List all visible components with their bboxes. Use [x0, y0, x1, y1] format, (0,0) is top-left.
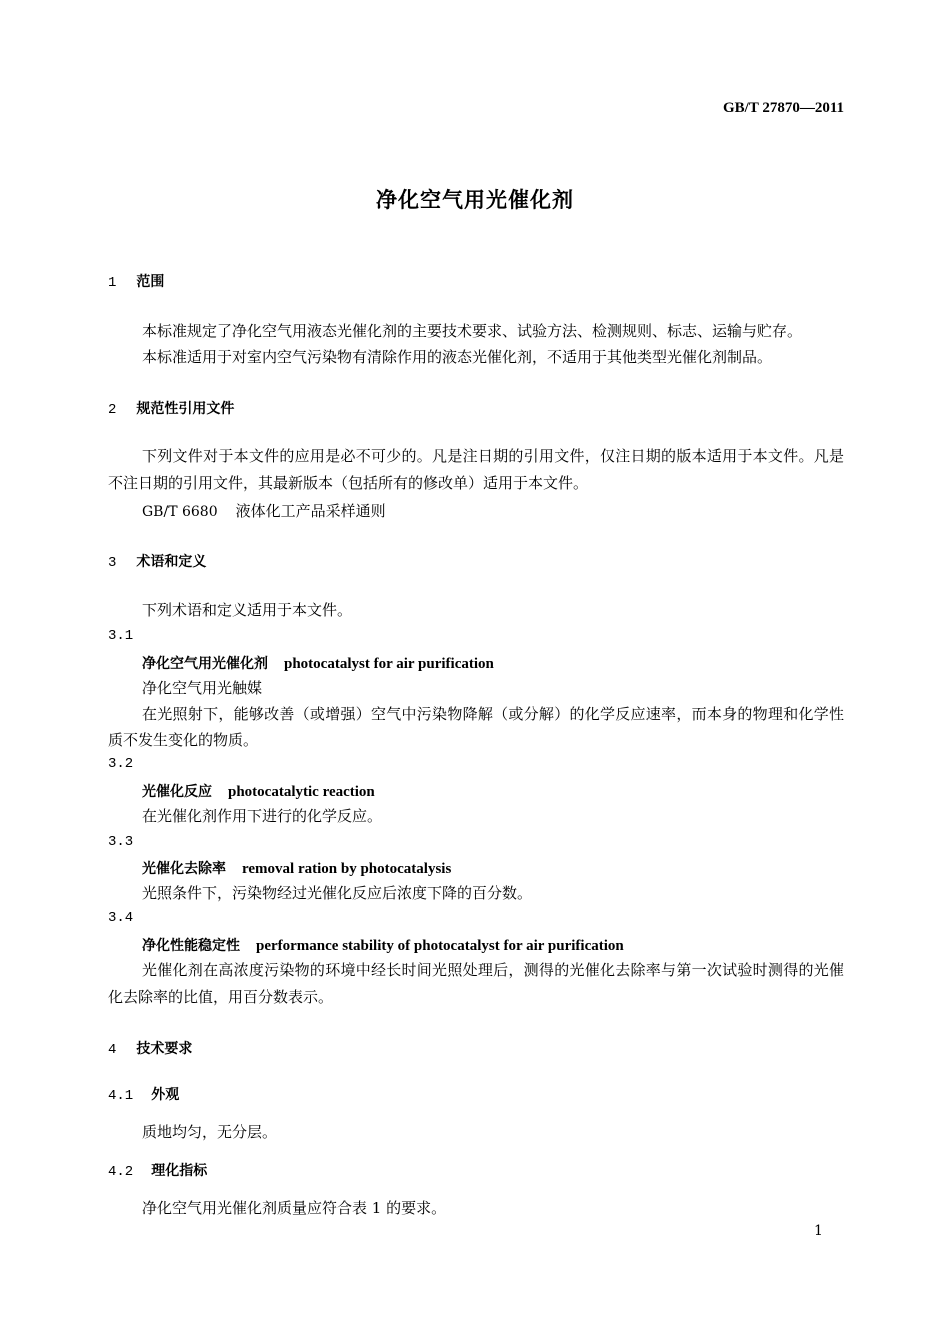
section-3-intro: 下列术语和定义适用于本文件。 [142, 601, 353, 619]
subsection-4-1-text: 质地均匀，无分层。 [142, 1123, 278, 1141]
term-definition: 在光照射下，能够改善（或增强）空气中污染物降解（或分解）的化学反应速率，而本身的物理和化学性质不发生变化的物质。 [108, 705, 844, 749]
term-3-4 [142, 935, 624, 955]
section-3-heading [108, 551, 206, 571]
term-en: performance stability of photocatalyst for air purification [256, 938, 624, 954]
section-2-heading [108, 398, 234, 418]
section-1-paragraph-1: 本标准规定了净化空气用液态光催化剂的主要技术要求、试验方法、检测规则、标志、运输与贮存。 [142, 322, 803, 340]
subsection-4-2-text: 净化空气用光催化剂质量应符合表 1 的要求。 [142, 1199, 447, 1217]
term-number: 3.4 [108, 910, 134, 926]
normative-reference [142, 496, 386, 526]
term-zh: 光催化去除率 [142, 861, 226, 877]
term-number: 3.1 [108, 628, 134, 644]
reference-code: GB/T 6680 [142, 504, 218, 520]
term-zh: 光催化反应 [142, 784, 212, 800]
section-title: 规范性引用文件 [136, 401, 235, 417]
section-number: 4 [108, 1042, 117, 1058]
section-4-heading [108, 1038, 192, 1058]
subsection-number: 4.2 [108, 1164, 134, 1180]
term-synonym: 净化空气用光触媒 [142, 679, 263, 697]
term-en: photocatalyst for air purification [284, 656, 494, 672]
term-3-2 [142, 781, 375, 801]
section-number: 3 [108, 555, 117, 571]
subsection-title: 理化指标 [151, 1163, 208, 1179]
section-number: 2 [108, 402, 117, 418]
term-definition: 在光催化剂作用下进行的化学反应。 [142, 807, 383, 825]
term-zh: 净化空气用光催化剂 [142, 656, 268, 672]
subsection-title: 外观 [151, 1087, 180, 1103]
section-2-paragraph: 下列文件对于本文件的应用是必不可少的。凡是注日期的引用文件，仅注日期的版本适用于本文件。凡是不注日期的引用文件，其最新版本（包括所有的修改单）适用于本文件。 [108, 447, 844, 492]
subsection-4-1-heading [108, 1084, 179, 1104]
term-definition: 光照条件下，污染物经过光催化反应后浓度下降的百分数。 [142, 884, 533, 902]
section-title: 范围 [136, 274, 165, 290]
section-title: 技术要求 [136, 1041, 193, 1057]
section-1-paragraph-2: 本标准适用于对室内空气污染物有清除作用的液态光催化剂，不适用于其他类型光催化剂制品。 [142, 348, 773, 366]
subsection-4-2-heading [108, 1160, 207, 1180]
term-number: 3.2 [108, 756, 134, 772]
section-number: 1 [108, 275, 117, 291]
term-number: 3.3 [108, 834, 134, 850]
standard-code: GB/T 27870—2011 [723, 100, 844, 116]
document-title: 净化空气用光催化剂 [376, 188, 574, 212]
section-1-heading [108, 271, 164, 291]
term-en: removal ration by photocatalysis [242, 861, 452, 877]
subsection-number: 4.1 [108, 1088, 134, 1104]
section-title: 术语和定义 [136, 554, 207, 570]
term-3-3 [142, 858, 451, 878]
term-zh: 净化性能稳定性 [142, 938, 240, 954]
page-number: 1 [814, 1223, 823, 1239]
reference-title: 液体化工产品采样通则 [235, 502, 386, 520]
term-en: photocatalytic reaction [228, 784, 375, 800]
term-definition: 光催化剂在高浓度污染物的环境中经长时间光照处理后，测得的光催化去除率与第一次试验时测得的光催化去除率的比值，用百分数表示。 [108, 961, 844, 1006]
term-3-1 [142, 653, 494, 673]
